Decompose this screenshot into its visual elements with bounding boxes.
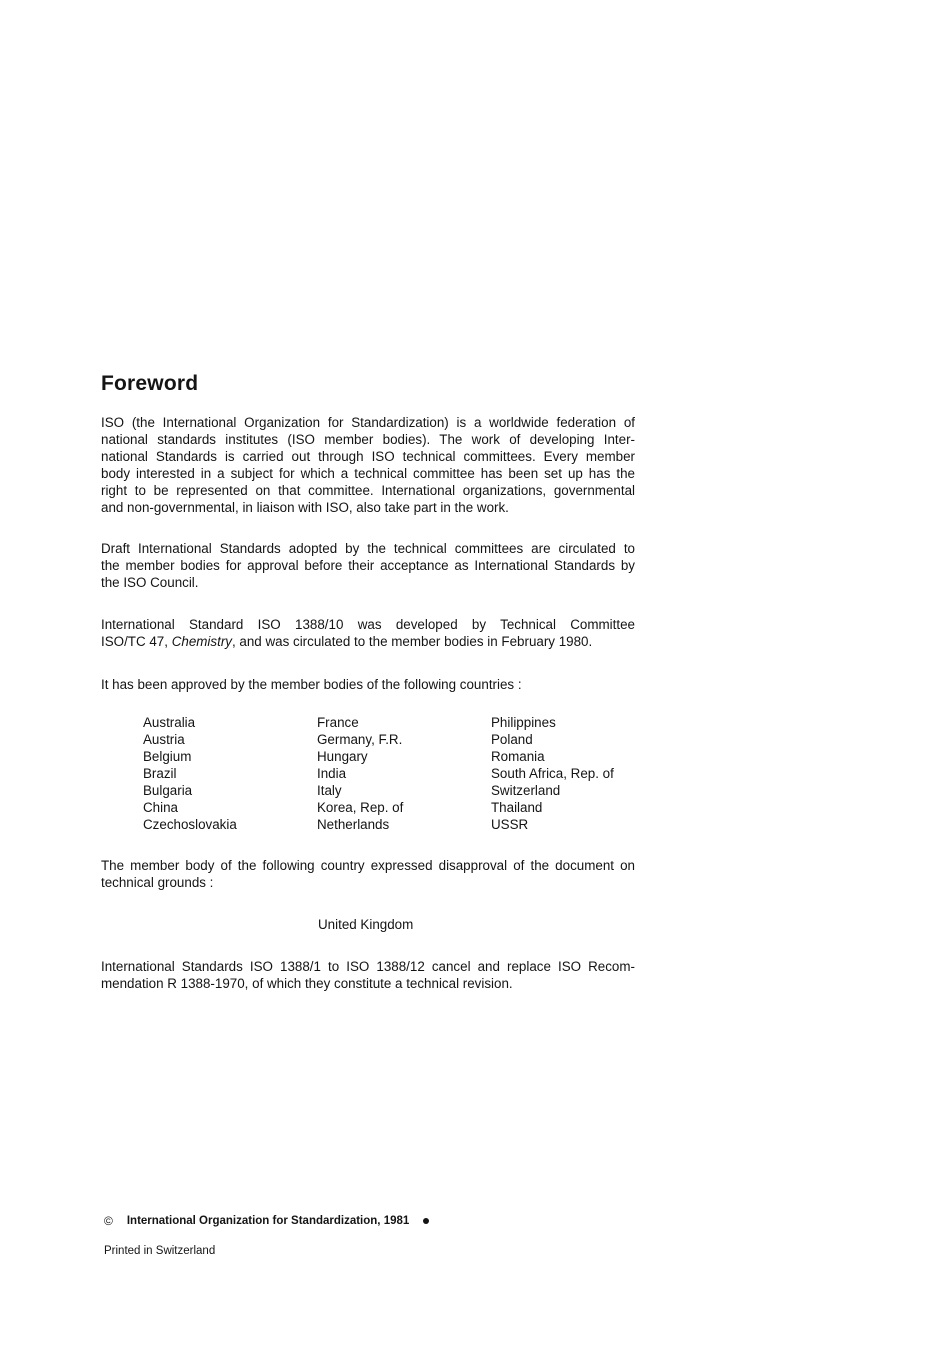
copyright-icon: © [104,1214,113,1228]
country-item: France [317,715,359,730]
country-item: Bulgaria [143,783,193,798]
text-line: ISO (the International Organization for Standardization) is a worldwide federation of [101,415,635,430]
text-line: the ISO Council. [101,575,199,590]
countries-column [317,714,491,833]
countries-column [491,714,651,833]
country-item: USSR [491,817,529,832]
bullet-dot-icon [423,1218,429,1224]
text-line: national standards institutes (ISO member bodies). The work of developing Inter- [101,432,635,447]
paragraph-development [101,616,635,650]
copyright-text: International Organization for Standardization, 1981 [126,1215,410,1227]
country-item: South Africa, Rep. of [491,766,614,781]
countries-column [143,714,317,833]
country-item: Hungary [317,749,368,764]
paragraph-iso-intro [101,414,635,516]
text-line: national Standards is carried out through ISO technical committees. Every member [101,449,635,464]
text-fragment: , and was circulated to the member bodies in February 1980. [231,634,593,649]
country-item: Philippines [491,715,556,730]
country-item: Italy [317,783,342,798]
text-line: International Standards ISO 1388/1 to ISO 1388/12 cancel and replace ISO Recom- [101,959,635,974]
country-item: Thailand [491,800,543,815]
paragraph-disapproval [101,857,635,891]
text-fragment: ISO/TC 47, [101,634,172,649]
country-item: China [143,800,178,815]
text-line: Draft International Standards adopted by the technical committees are circulated to [101,541,635,556]
approving-countries-list [143,714,651,833]
text-line: technical grounds : [101,875,214,890]
disapproving-country: United Kingdom [318,917,414,932]
paragraph-replacement [101,958,635,992]
paragraph-draft-standards [101,540,635,591]
text-line: body interested in a subject for which a technical committee has been set up has the [101,466,635,481]
printed-in: Printed in Switzerland [104,1245,216,1257]
text-line: right to be represented on that committee. International organizations, governmental [101,483,635,498]
text-line: The member body of the following country expressed disapproval of the document on [101,858,635,873]
country-item: Poland [491,732,533,747]
text-line [101,633,635,650]
country-item: Belgium [143,749,192,764]
paragraph-approval: It has been approved by the member bodies of the following countries : [101,677,522,692]
country-item: India [317,766,347,781]
text-line: International Standard ISO 1388/10 was developed by Technical Committee [101,617,635,632]
country-item: Netherlands [317,817,390,832]
committee-name: Chemistry [171,634,232,649]
text-line: the member bodies for approval before their acceptance as International Standards by [101,558,635,573]
copyright-notice [104,1214,429,1228]
country-item: Czechoslovakia [143,817,237,832]
country-item: Germany, F.R. [317,732,403,747]
country-item: Brazil [143,766,177,781]
country-item: Australia [143,715,196,730]
text-line: mendation R 1388-1970, of which they constitute a technical revision. [101,976,513,991]
page-title: Foreword [101,372,199,395]
country-item: Switzerland [491,783,561,798]
country-item: Austria [143,732,185,747]
country-item: Romania [491,749,545,764]
country-item: Korea, Rep. of [317,800,404,815]
text-line: and non-governmental, in liaison with ISO, also take part in the work. [101,500,509,515]
